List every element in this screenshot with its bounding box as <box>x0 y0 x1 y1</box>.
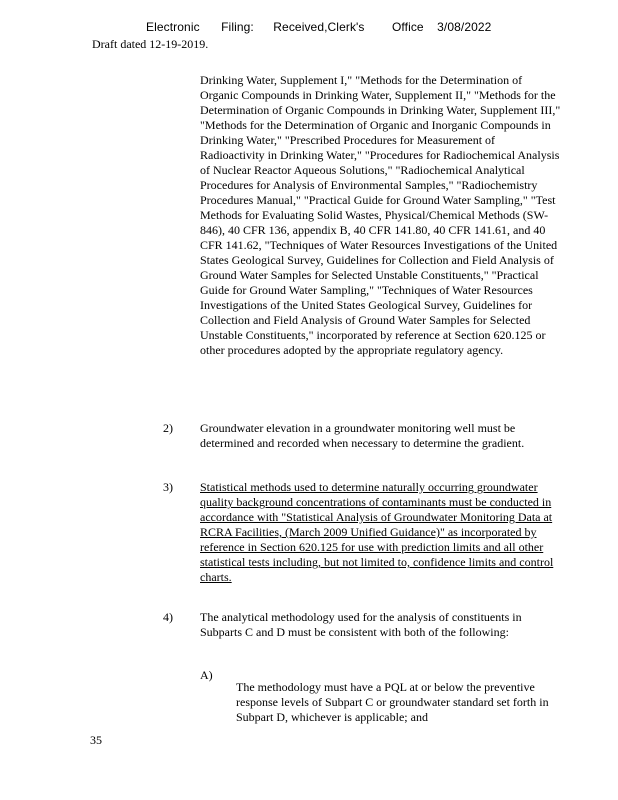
header-office: Office <box>391 20 424 34</box>
continued-paragraph <box>200 73 562 358</box>
item-number-3: 3) <box>163 480 173 494</box>
item-number-2: 2) <box>163 421 173 435</box>
item-2-text: Groundwater elevation in a groundwater monitoring well must be determined and recorded when necessary to determine the gradient. <box>200 421 525 450</box>
draft-date-line: Draft dated 12-19-2019. <box>92 37 209 51</box>
item-3 <box>200 480 562 585</box>
item-4 <box>200 610 562 640</box>
item-3-text: Statistical methods used to determine naturally occurring groundwater quality background concentrations of contaminants must be conducted in accordance with "Statistical Analysis of Groundwater Monitoring Data at RCRA Facilities, (March 2009 Unified Guidance)" as incorporated by reference in Section 620.125 for use with prediction limits and all other statistical tests including, but not limited to, confidence limits and control charts. <box>200 480 554 584</box>
subitem-a <box>236 668 562 737</box>
page-number: 35 <box>90 733 102 747</box>
item-2 <box>200 421 562 451</box>
continued-paragraph-text: Drinking Water, Supplement I," "Methods for the Determination of Organic Compounds in Drinking Water, Supplement II," "Methods for the Determination of Organic Compounds in Drinking Water, Supplement III," "Methods for the Determination of Organic and Inorganic Compounds in Drinking Water," "Prescribed Procedures for Measurement of Radioactivity in Drinking Water," "Procedures for Radiochemical Analysis of Nuclear Reactor Aqueous Solutions," "Radiochemical Analytical Procedures for Analysis of Environmental Samples," "Radiochemistry Procedures Manual," "Practical Guide for Ground Water Sampling," "Test Methods for Evaluating Solid Wastes, Physical/Chemical Methods (SW-846), 40 CFR 136, appendix B, 40 CFR 141.80, 40 CFR 141.61, and 40 CFR 141.62, "Techniques of Water Resources Investigations of the United States Geological Survey, Guidelines for Collection and Field Analysis of Ground Water Samples for Selected Unstable Constituents," "Practical Guide for Ground Water Sampling," "Techniques of Water Resources Investigations of the United States Geological Survey, Guidelines for Collection and Field Analysis of Ground Water Samples for Selected Unstable Constituents," incorporated by reference at Section 620.125 or other procedures adopted by the appropriate regulatory agency. <box>200 73 561 357</box>
header-date: 3/08/2022 <box>437 20 492 34</box>
header-filing: Filing: <box>221 20 254 34</box>
subitem-letter-a: A) <box>200 668 213 682</box>
electronic-filing-header <box>146 20 491 34</box>
item-number-4: 4) <box>163 610 173 624</box>
subitem-a-text: The methodology must have a PQL at or below the preventive response levels of Subpart C or groundwater standard set forth in Subpart D, whichever is applicable; and <box>236 680 549 724</box>
item-4-text: The analytical methodology used for the analysis of constituents in Subparts C and D must be consistent with both of the following: <box>200 610 522 639</box>
header-electronic: Electronic <box>146 20 200 34</box>
header-received: Received,Clerk's <box>273 20 365 34</box>
